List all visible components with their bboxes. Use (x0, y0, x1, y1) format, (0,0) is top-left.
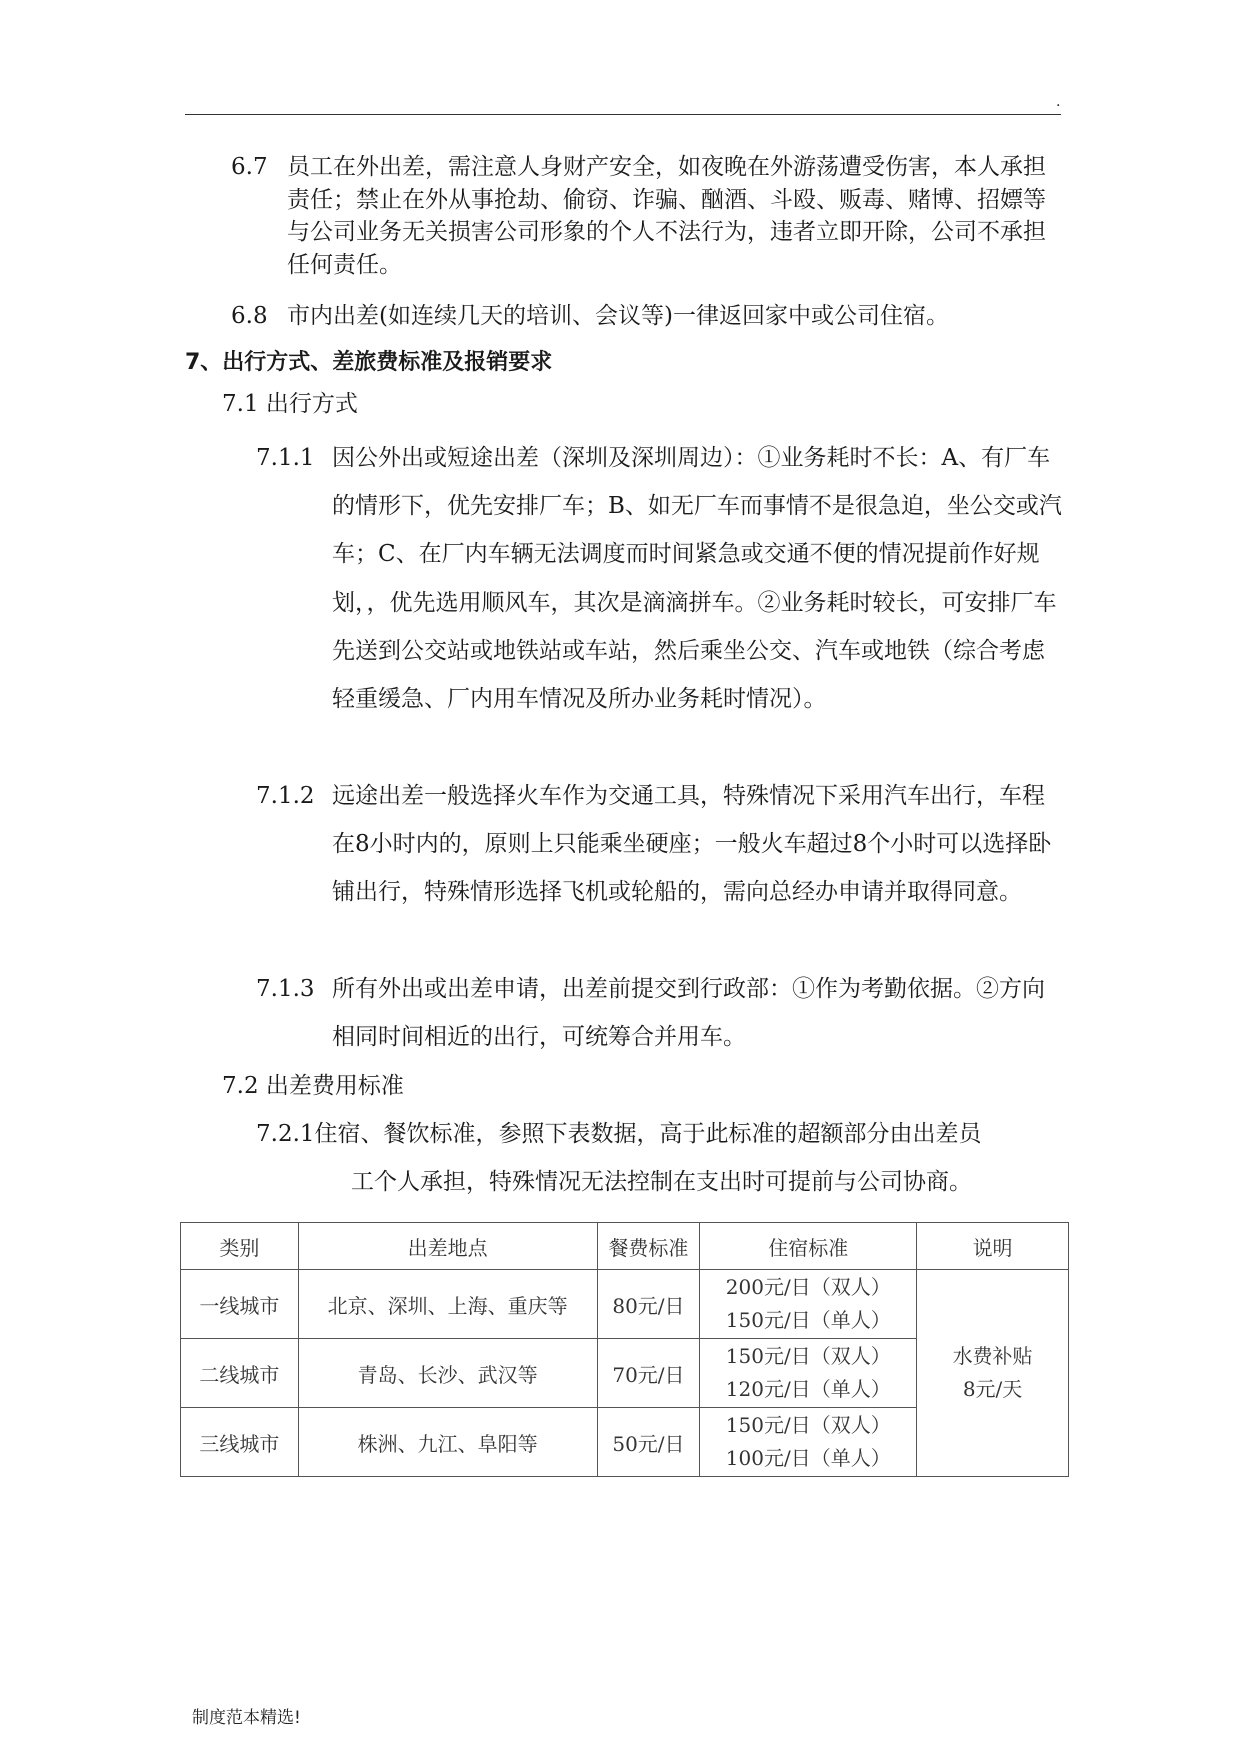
clause-number: 6.7 (231, 154, 268, 180)
lodging-line: 100元/日（单人） (725, 1446, 891, 1470)
clause-text-line-2: 工个人承担，特殊情况无法控制在支出时可提前与公司协商。 (351, 1169, 972, 1195)
clause-text: 因公外出或短途出差（深圳及深圳周边）：①业务耗时不长：A、有厂车的情形下，优先安排厂车；B、如无厂车而事情不是很急迫，坐公交或汽车；C、在厂内车辆无法调度而时间紧急或交通不便的情况提前作好规划，，优先选用顺风车，其次是滴滴拼车。②业务耗时较长，可安排厂车先送到公交站或地铁站或车站，然后乘坐公交、汽车或地铁（综合考虑轻重缓急、厂内用车情况及所办业务耗时情况）。 (332, 445, 1062, 713)
table-cell: 二线城市 (181, 1339, 299, 1408)
clause-6-7 (231, 151, 1067, 281)
header-mark: . (1056, 94, 1061, 110)
lodging-line: 150元/日（双人） (725, 1413, 891, 1437)
clause-number: 7.1.3 (256, 976, 315, 1002)
table-header: 出差地点 (298, 1223, 597, 1270)
table-cell: 青岛、长沙、武汉等 (298, 1339, 597, 1408)
table-cell: 50元/日 (597, 1408, 700, 1477)
table-header: 说明 (917, 1223, 1069, 1270)
clause-text-line-1: 7.2.1住宿、餐饮标准，参照下表数据，高于此标准的超额部分由出差员 (256, 1121, 982, 1147)
clause-number: 7.1.2 (256, 783, 315, 809)
lodging-line: 200元/日（双人） (725, 1275, 891, 1299)
table-cell: 80元/日 (597, 1270, 700, 1339)
lodging-line: 120元/日（单人） (725, 1377, 891, 1401)
table-cell: 株洲、九江、阜阳等 (298, 1408, 597, 1477)
table-cell (700, 1408, 917, 1477)
clause-7-1-1 (256, 434, 1067, 723)
section-7-2-heading: 7.2 出差费用标准 (222, 1073, 404, 1099)
table-row (181, 1270, 1069, 1339)
table-cell (700, 1270, 917, 1339)
expense-standard-table (180, 1222, 1069, 1477)
clause-text: 所有外出或出差申请，出差前提交到行政部：①作为考勤依据。②方向相同时间相近的出行，可统筹合并用车。 (332, 976, 1045, 1051)
note-line: 8元/天 (962, 1377, 1023, 1401)
note-cell (917, 1270, 1069, 1477)
page-footer: 制度范本精选! (192, 1708, 301, 1728)
table-cell: 北京、深圳、上海、重庆等 (298, 1270, 597, 1339)
table-header: 住宿标准 (700, 1223, 917, 1270)
clause-text: 远途出差一般选择火车作为交通工具，特殊情况下采用汽车出行，车程在8小时内的，原则上只能乘坐硬座；一般火车超过8个小时可以选择卧铺出行，特殊情形选择飞机或轮船的，需向总经办申请并取得同意。 (332, 783, 1052, 906)
clause-6-8 (231, 300, 1067, 332)
header-rule (185, 114, 1061, 115)
note-line: 水费补贴 (952, 1344, 1033, 1368)
clause-text: 员工在外出差，需注意人身财产安全，如夜晚在外游荡遭受伤害，本人承担责任；禁止在外从事抢劫、偷窃、诈骗、酗酒、斗殴、贩毒、赌博、招嫖等与公司业务无关损害公司形象的个人不法行为，违者立即开除，公司不承担任何责任。 (287, 154, 1046, 278)
table-cell (700, 1339, 917, 1408)
section-7-heading: 7、出行方式、差旅费标准及报销要求 (185, 350, 553, 375)
clause-number: 6.8 (231, 303, 268, 329)
table-cell: 一线城市 (181, 1270, 299, 1339)
table-cell: 70元/日 (597, 1339, 700, 1408)
lodging-line: 150元/日（单人） (725, 1308, 891, 1332)
lodging-line: 150元/日（双人） (725, 1344, 891, 1368)
table-header: 类别 (181, 1223, 299, 1270)
table-header: 餐费标准 (597, 1223, 700, 1270)
clause-text: 市内出差(如连续几天的培训、会议等)一律返回家中或公司住宿。 (287, 303, 949, 329)
clause-number: 7.1.1 (256, 445, 315, 471)
section-7-1-heading: 7.1 出行方式 (222, 391, 358, 417)
table-header-row (181, 1223, 1069, 1270)
table-cell: 三线城市 (181, 1408, 299, 1477)
clause-7-2-1 (256, 1110, 1067, 1206)
clause-7-1-3 (256, 965, 1067, 1061)
clause-7-1-2 (256, 772, 1067, 917)
